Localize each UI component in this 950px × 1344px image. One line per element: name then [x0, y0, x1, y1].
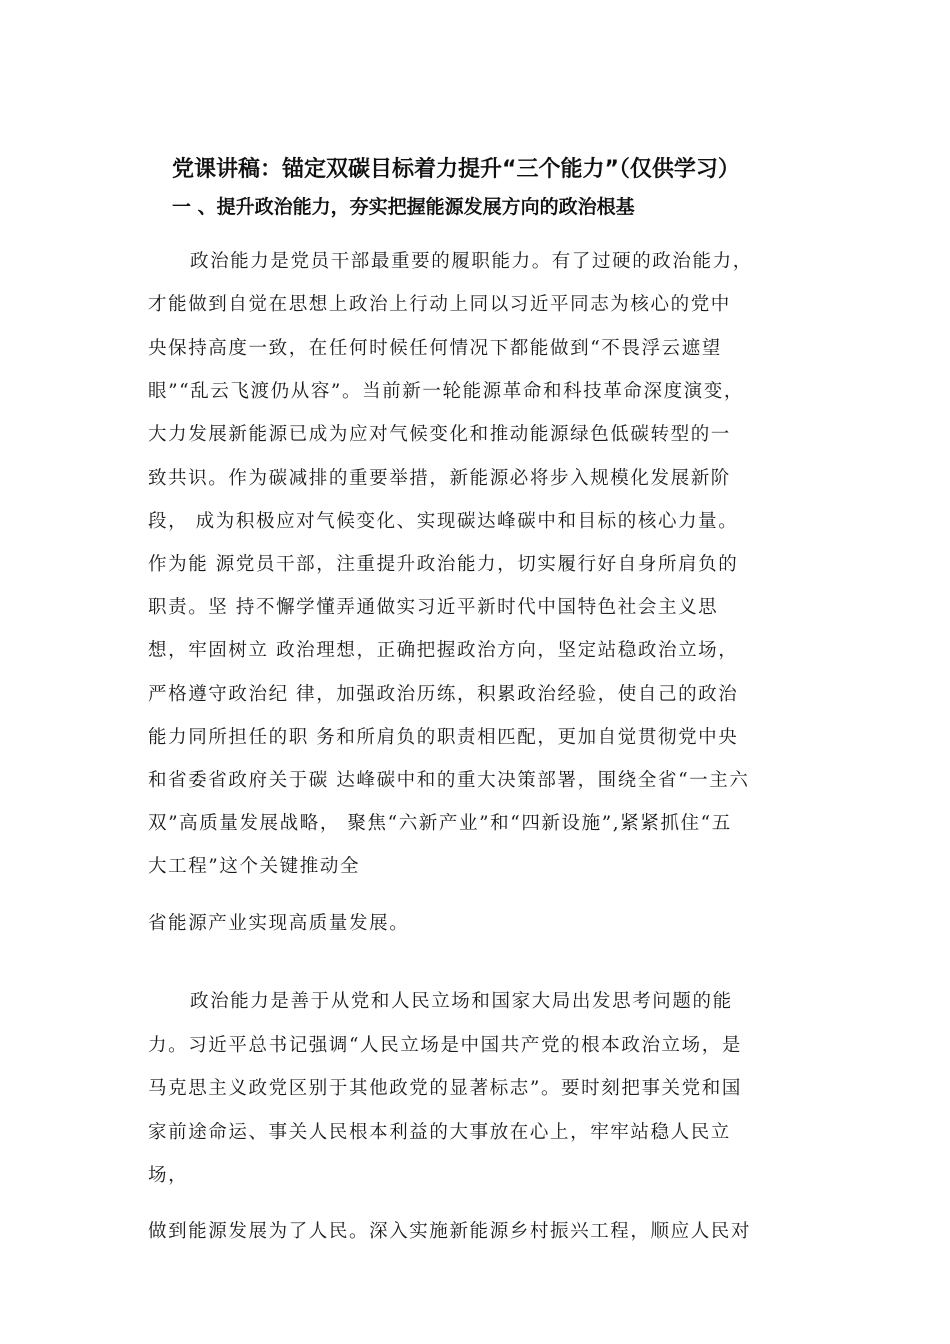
document-title: 党课讲稿：锚定双碳目标着力提升“三个能力”（仅供学习）	[172, 157, 740, 182]
paragraph-line: 才能做到自觉在思想上政治上行动上同以习近平同志为核心的党中	[148, 294, 731, 315]
paragraph-line: 作为能 源党员干部，注重提升政治能力，切实履行好自身所肩负的	[148, 554, 739, 575]
paragraph-line: 双”高质量发展战略， 聚焦“六新产业”和“四新设施”,紧紧抓住“五	[148, 813, 732, 834]
paragraph-line: 场，	[148, 1165, 189, 1186]
paragraph-line: 力。习近平总书记强调“人民立场是中国共产党的根本政治立场，是	[148, 1035, 742, 1056]
paragraph-line: 政治能力是善于从党和人民立场和国家大局出发思考问题的能	[190, 991, 733, 1012]
paragraph-line: 家前途命运、事关人民根本利益的大事放在心上，牢牢站稳人民立	[148, 1122, 731, 1143]
paragraph-line: 大力发展新能源已成为应对气候变化和推动能源绿色低碳转型的一	[148, 424, 731, 445]
section-heading: 一 、提升政治能力，夯实把握能源发展方向的政治根基	[172, 196, 635, 218]
paragraph-line: 眼”“乱云飞渡仍从容”。当前新一轮能源革命和科技革命深度演变，	[148, 381, 744, 402]
paragraph-line: 做到能源发展为了人民。深入实施新能源乡村振兴工程，顺应人民对	[148, 1221, 752, 1242]
paragraph-line: 能力同所担任的职 务和所肩负的职责相匹配，更加自觉贯彻党中央	[148, 727, 739, 748]
paragraph-line: 和省委省政府关于碳 达峰碳中和的重大决策部署，围绕全省“一主六	[148, 770, 750, 791]
paragraph-line: 政治能力是党员干部最重要的履职能力。有了过硬的政治能力，	[190, 251, 753, 272]
paragraph-line: 严格遵守政治纪 律，加强政治历练，积累政治经验，使自己的政治	[148, 684, 739, 705]
paragraph-line: 马克思主义政党区别于其他政党的显著标志”。要时刻把事关党和国	[148, 1078, 742, 1099]
paragraph-line: 职责。坚 持不懈学懂弄通做实习近平新时代中国特色社会主义思	[148, 597, 719, 618]
paragraph-line: 省能源产业实现高质量发展。	[148, 913, 410, 934]
paragraph-line: 央保持高度一致，在任何时候任何情况下都能做到“不畏浮云遮望	[148, 338, 722, 359]
paragraph-line: 致共识。作为碳减排的重要举措，新能源必将步入规模化发展新阶	[148, 468, 731, 489]
paragraph-line: 段， 成为积极应对气候变化、实现碳达峰碳中和目标的核心力量。	[148, 511, 739, 532]
paragraph-line: 想，牢固树立 政治理想，正确把握政治方向，坚定站稳政治立场，	[148, 640, 739, 661]
paragraph-line: 大工程”这个关键推动全	[148, 856, 361, 877]
